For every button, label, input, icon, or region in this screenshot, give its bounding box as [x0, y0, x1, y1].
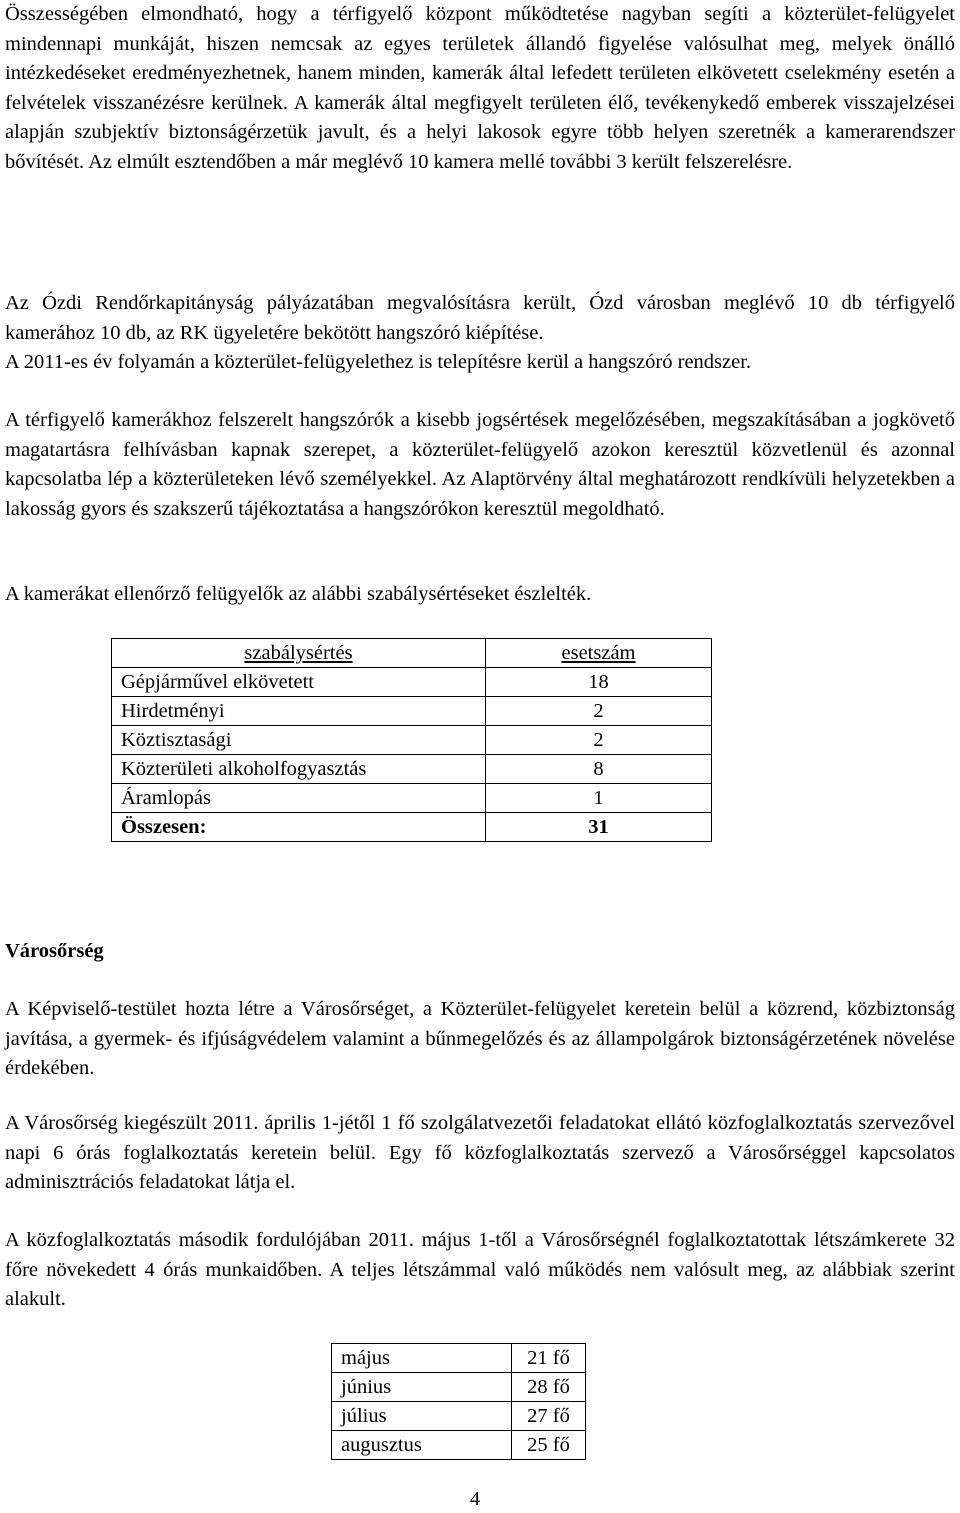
section-heading-varosorseg: Városőrség: [5, 940, 104, 962]
table-row: [112, 755, 712, 784]
staff-count: 25 fő: [512, 1431, 586, 1460]
table-row: [332, 1431, 586, 1460]
month-label: július: [332, 1402, 512, 1431]
table-row: [112, 668, 712, 697]
violation-label: Áramlopás: [112, 784, 486, 813]
month-label: május: [332, 1344, 512, 1373]
table-total-row: [112, 813, 712, 842]
page-number: 4: [469, 1488, 481, 1510]
table-row: [112, 784, 712, 813]
violation-label: Köztisztasági: [112, 726, 486, 755]
paragraph-speakers-group: [5, 289, 955, 378]
violation-label: Közterületi alkoholfogyasztás: [112, 755, 486, 784]
column-header-violation: szabálysértés: [112, 639, 486, 668]
total-label: Összesen:: [112, 813, 486, 842]
paragraph-varosorseg-purpose: A Képviselő-testület hozta létre a Városőrséget, a Közterület-felügyelet keretein belül a közrend, közbiztonság javítása, a gyermek- és ifjúságvédelem valamint a bűnmegelőzés és az állampolgárok biztonságérzetének növelése érdekében.: [5, 998, 955, 1080]
table-row: [332, 1344, 586, 1373]
paragraph-public-employment: A közfoglalkoztatás második fordulójában 2011. május 1-től a Városőrségnél foglalkoztatottak létszámkerete 32 főre növekedett 4 órás munkaidőben. A teljes létszámmal való működés nem valósult meg, az alábbiak szerint alakult.: [5, 1229, 955, 1311]
violation-label: Hirdetményi: [112, 697, 486, 726]
violation-count: 2: [486, 726, 712, 755]
violation-count: 8: [486, 755, 712, 784]
violations-table: [111, 638, 712, 842]
table-row: [112, 726, 712, 755]
total-count: 31: [486, 813, 712, 842]
violation-count: 2: [486, 697, 712, 726]
violation-count: 18: [486, 668, 712, 697]
month-label: június: [332, 1373, 512, 1402]
paragraph-speaker-install-2011: A 2011-es év folyamán a közterület-felügyelethez is telepítésre kerül a hangszóró rendszer.: [5, 351, 752, 374]
paragraph-violations-intro: A kamerákat ellenőrző felügyelők az alábbi szabálysértéseket észlelték.: [5, 583, 592, 605]
staff-count: 28 fő: [512, 1373, 586, 1402]
violation-label: Gépjárművel elkövetett: [112, 668, 486, 697]
paragraph-police-project: Az Ózdi Rendőrkapitányság pályázatában megvalósításra került, Ózd városban meglévő 10 db térfigyelő kamerához 10 db, az RK ügyeletére bekötött hangszóró kiépítése.: [5, 292, 955, 344]
table-header-row: [112, 639, 712, 668]
violation-count: 1: [486, 784, 712, 813]
table-row: [332, 1373, 586, 1402]
paragraph-cameras-summary: Összességében elmondható, hogy a térfigyelő központ működtetése nagyban segíti a közterület-felügyelet mindennapi munkáját, hiszen nemcsak az egyes területek állandó figyelése valósulhat meg, melyek önálló intézkedéseket eredményezhetnek, hanem minden, kamerák által lefedett területen elkövetett cselekmény esetén a felvételek visszanézésre kerülnek. A kamerák által megfigyelt területen élő, tevékenykedő emberek visszajelzései alapján szubjektív biztonságérzetük javult, és a helyi lakosok egyre több helyen szeretnék a kamerarendszer bővítését. Az elmúlt esztendőben a már meglévő 10 kamera mellé további 3 került felszerelésre.: [5, 3, 955, 173]
paragraph-speaker-role: A térfigyelő kamerákhoz felszerelt hangszórók a kisebb jogsértések megelőzésében, megszakításában a jogkövető magatartásra felhívásban kapnak szerepet, a közterület-felügyelő azokon keresztül közvetlenül és azonnal kapcsolatba lép a közterületeken lévő személyekkel. Az Alaptörvény által meghatározott rendkívüli helyzetekben a lakosság gyors és szakszerű tájékoztatása a hangszórókon keresztül megoldható.: [5, 409, 955, 520]
table-row: [332, 1402, 586, 1431]
column-header-count: esetszám: [486, 639, 712, 668]
paragraph-varosorseg-expansion: A Városőrség kiegészült 2011. április 1-jétől 1 fő szolgálatvezetői feladatokat ellátó közfoglalkoztatás szervezővel napi 6 órás foglalkoztatás keretein belül. Egy fő közfoglalkoztatás szervező a Városőrséggel kapcsolatos adminisztrációs feladatokat látja el.: [5, 1112, 955, 1194]
staff-count: 21 fő: [512, 1344, 586, 1373]
table-row: [112, 697, 712, 726]
month-label: augusztus: [332, 1431, 512, 1460]
staff-count-table: [331, 1343, 586, 1460]
staff-count: 27 fő: [512, 1402, 586, 1431]
